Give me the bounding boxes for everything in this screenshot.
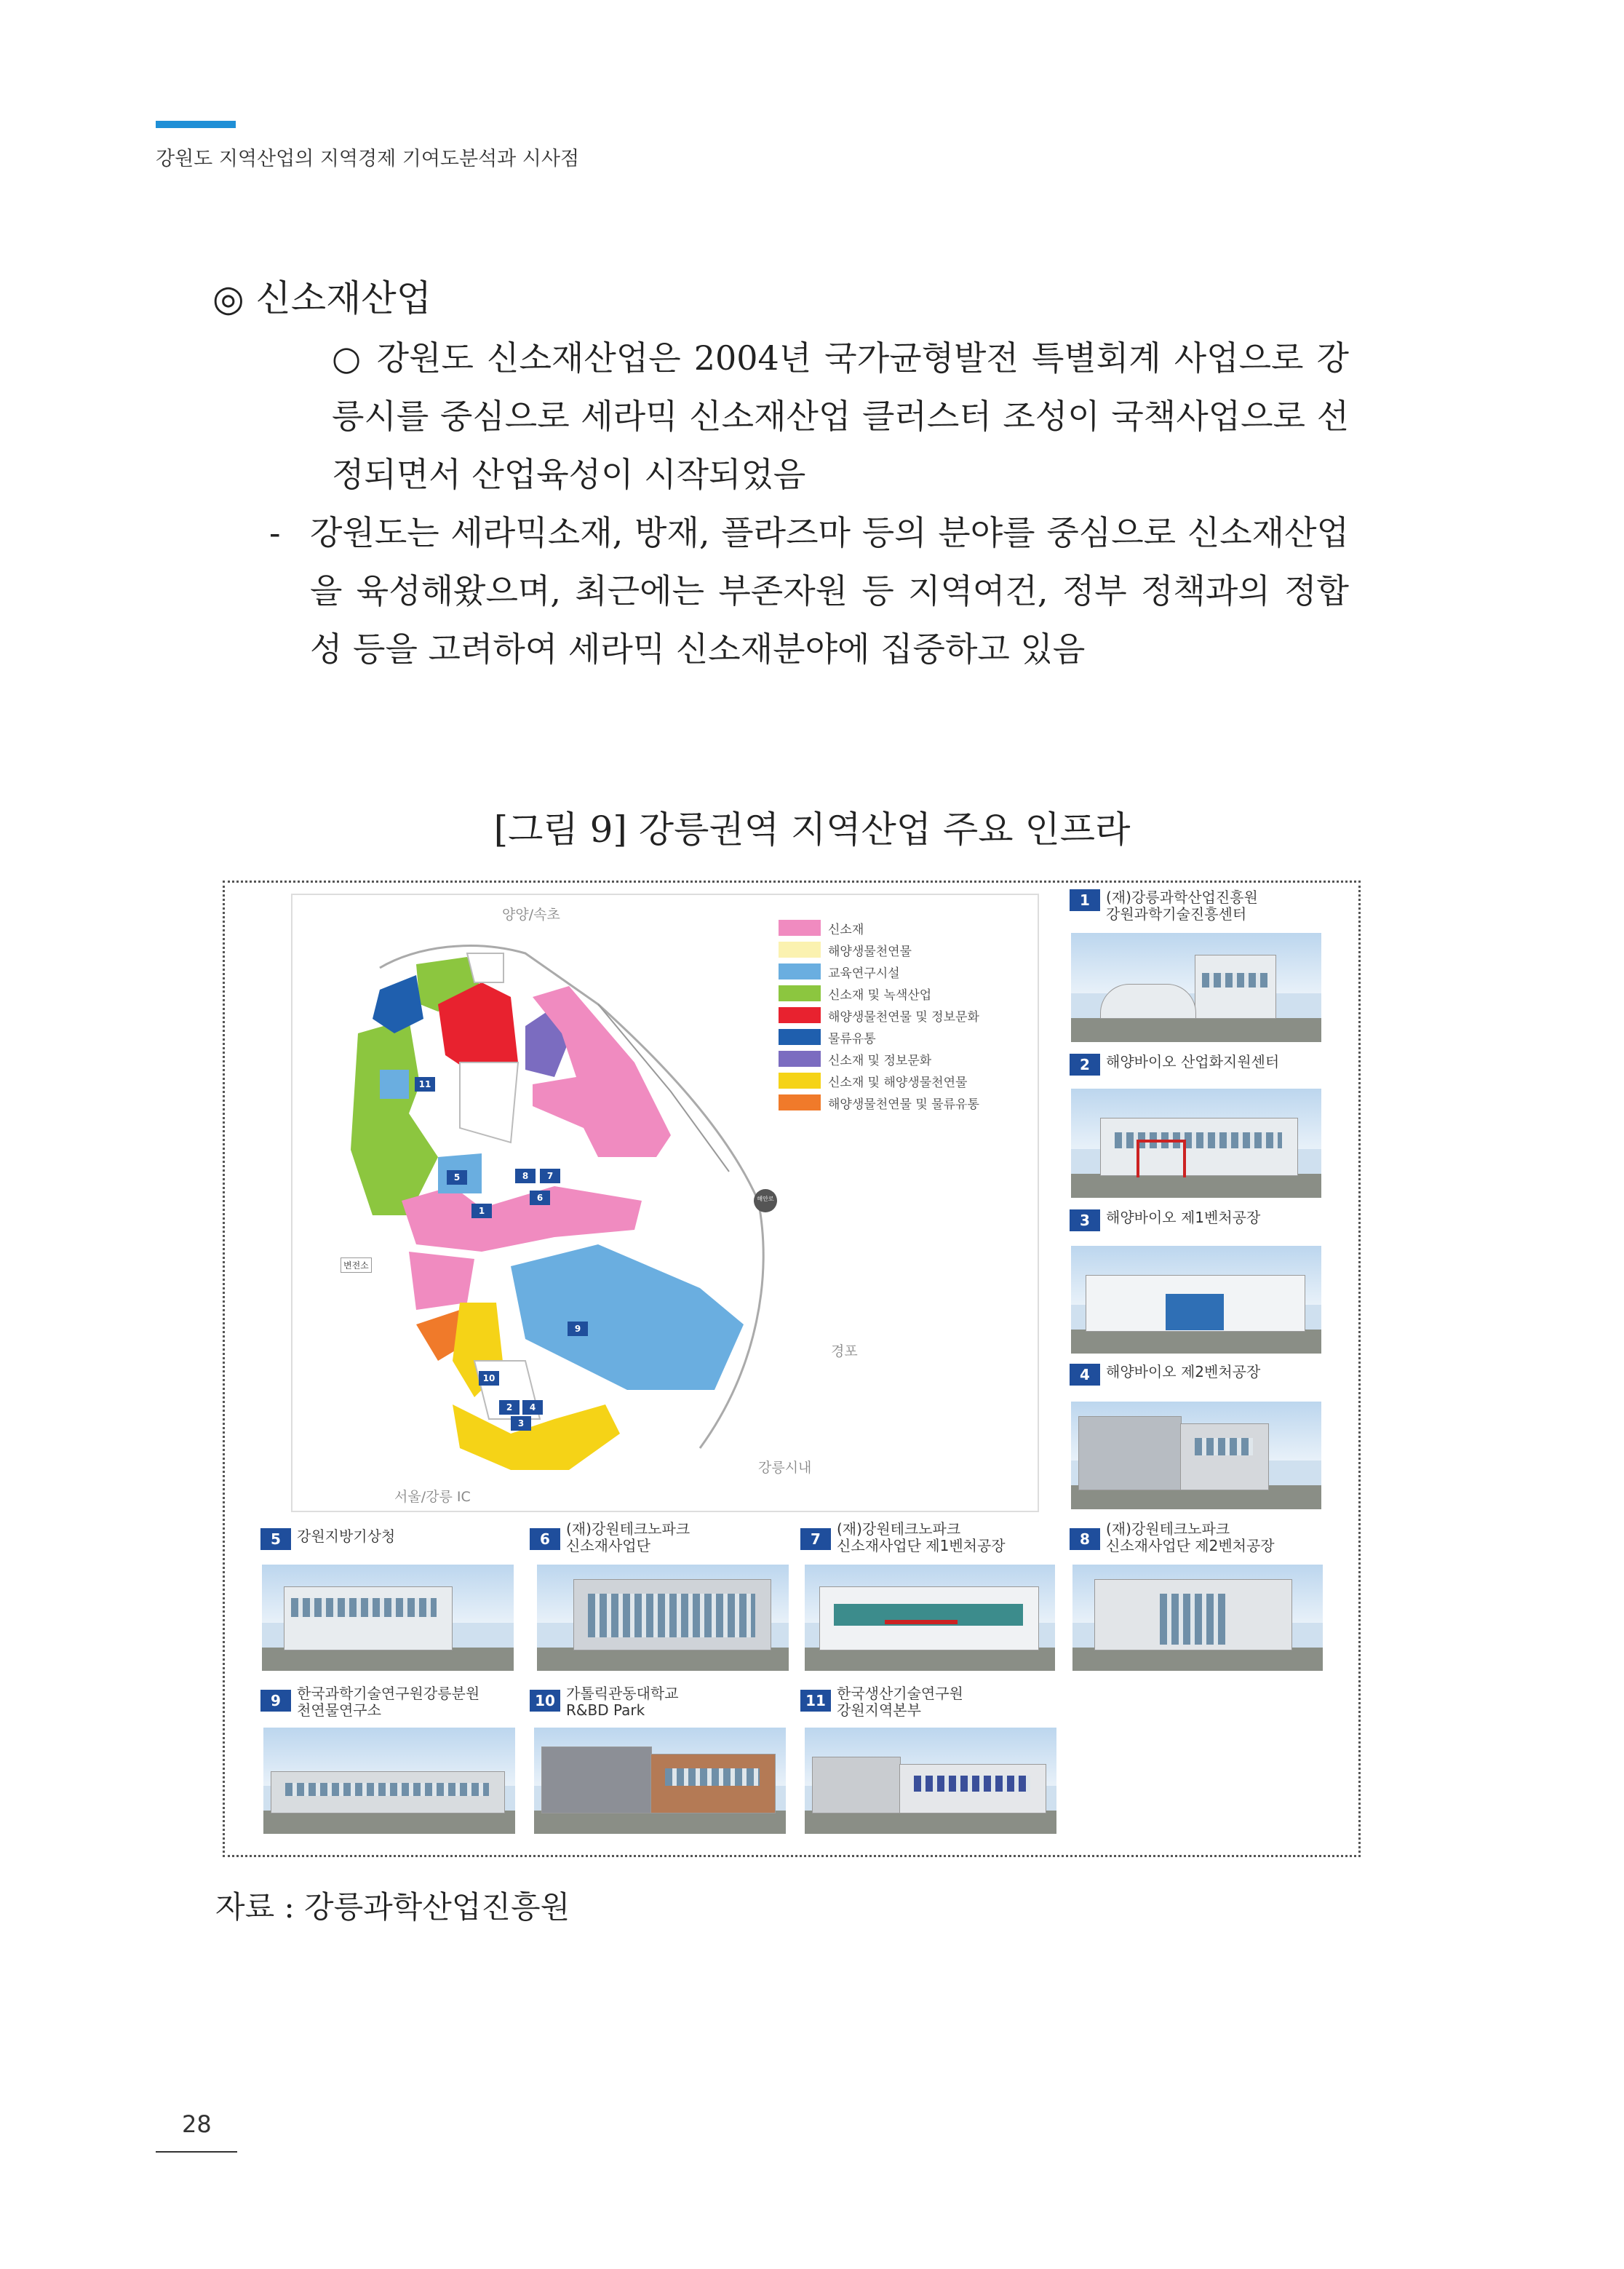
legend-swatch <box>779 1073 821 1089</box>
facility-badge: 5 <box>260 1528 291 1550</box>
section-title: ◎ 신소재산업 <box>212 277 432 319</box>
site-map <box>291 894 1039 1512</box>
map-pin-2: 2 <box>499 1400 520 1415</box>
facility-name: 해양바이오 제2벤처공장 <box>1106 1363 1261 1380</box>
legend-swatch <box>779 985 821 1001</box>
legend-swatch <box>779 920 821 936</box>
legend-item <box>779 1092 979 1113</box>
figure-source: 자료 : 강릉과학산업진흥원 <box>215 1889 570 1925</box>
facility-photo-9 <box>263 1728 515 1834</box>
facility-badge: 2 <box>1070 1054 1100 1076</box>
map-pin-9: 9 <box>568 1322 588 1336</box>
facility-card-6 <box>530 1521 777 1554</box>
facility-photo-4 <box>1071 1402 1321 1509</box>
map-label-road: 해안로 <box>757 1196 774 1202</box>
legend-item <box>779 939 979 961</box>
facility-card-8 <box>1070 1521 1332 1554</box>
facility-card-11 <box>800 1685 1062 1719</box>
facility-card-4 <box>1070 1364 1332 1386</box>
figure-caption: [그림 9] 강릉권역 지역산업 주요 인프라 <box>493 808 1131 851</box>
header-accent-bar <box>156 121 236 128</box>
legend-label: 교육연구시설 <box>828 966 900 981</box>
facility-card-1 <box>1070 889 1332 923</box>
facility-badge: 3 <box>1070 1209 1100 1231</box>
facility-card-3 <box>1070 1209 1332 1231</box>
map-legend <box>779 917 979 1113</box>
running-title: 강원도 지역산업의 지역경제 기여도분석과 시사점 <box>156 148 580 170</box>
paragraph-1: ○ 강원도 신소재산업은 2004년 국가균형발전 특별회계 사업으로 강릉시를 중심으로 세라믹 신소재산업 클러스터 조성이 국책사업으로 선정되면서 산업육성이 시작되었음 <box>332 338 1349 494</box>
legend-item <box>779 1070 979 1092</box>
facility-card-10 <box>530 1685 792 1719</box>
legend-item <box>779 982 979 1004</box>
paragraph-2: 강원도는 세라믹소재, 방재, 플라즈마 등의 분야를 중심으로 신소재산업을 육성해왔으며, 최근에는 부존자원 등 지역여건, 정부 정책과의 정합성 등을 고려하여 세라믹 신소재분야에 집중하고 있음 <box>310 513 1349 669</box>
map-label-southeast: 강릉시내 <box>758 1460 812 1476</box>
legend-item <box>779 1004 979 1026</box>
facility-name: (재)강원테크노파크 신소재사업단 <box>566 1520 690 1554</box>
legend-label: 해양생물천연물 및 정보문화 <box>828 1009 979 1025</box>
legend-item <box>779 961 979 982</box>
paragraph-2-dash: - <box>269 513 281 552</box>
facility-badge: 1 <box>1070 889 1100 911</box>
facility-photo-11 <box>805 1728 1056 1834</box>
map-pin-6: 6 <box>530 1191 550 1205</box>
legend-label: 물류유통 <box>828 1031 876 1046</box>
facility-name: (재)강원테크노파크 신소재사업단 제2벤처공장 <box>1106 1520 1275 1554</box>
facility-name: 해양바이오 산업화지원센터 <box>1106 1053 1280 1070</box>
facility-photo-7 <box>805 1565 1055 1671</box>
map-label-substation: 변전소 <box>341 1257 372 1273</box>
facility-photo-3 <box>1071 1246 1321 1354</box>
legend-label: 신소재 및 해양생물천연물 <box>828 1075 968 1090</box>
map-pin-11: 11 <box>415 1077 435 1092</box>
facility-name: (재)강원테크노파크 신소재사업단 제1벤처공장 <box>837 1520 1006 1554</box>
facility-name: 가톨릭관동대학교 R&BD Park <box>566 1685 679 1719</box>
facility-badge: 11 <box>800 1690 831 1712</box>
zone-blue-11 <box>380 1070 409 1099</box>
map-pin-3: 3 <box>511 1416 531 1431</box>
facility-badge: 7 <box>800 1528 831 1550</box>
facility-name: 해양바이오 제1벤처공장 <box>1106 1209 1261 1226</box>
facility-badge: 9 <box>260 1690 291 1712</box>
legend-label: 신소재 <box>828 922 864 937</box>
facility-photo-10 <box>534 1728 786 1834</box>
map-label-southwest: 서울/강릉 IC <box>394 1489 471 1505</box>
page-number: 28 <box>182 2110 212 2138</box>
legend-label: 신소재 및 녹색산업 <box>828 988 932 1003</box>
facility-badge: 6 <box>530 1528 560 1550</box>
legend-label: 해양생물천연물 <box>828 944 912 959</box>
facility-card-5 <box>260 1528 508 1550</box>
legend-item <box>779 1026 979 1048</box>
zone-pink-west <box>409 1252 474 1310</box>
map-pin-7: 7 <box>540 1169 560 1183</box>
map-pin-8: 8 <box>515 1169 536 1183</box>
facility-badge: 4 <box>1070 1364 1100 1386</box>
map-label-east: 경포 <box>831 1343 858 1359</box>
facility-photo-8 <box>1072 1565 1323 1671</box>
map-label-north: 양양/속초 <box>502 907 560 923</box>
zone-green <box>351 1019 438 1215</box>
facility-photo-6 <box>537 1565 789 1671</box>
facility-name: (재)강릉과학산업진흥원 강원과학기술진흥센터 <box>1106 889 1258 923</box>
facility-card-2 <box>1070 1054 1332 1076</box>
facility-badge: 8 <box>1070 1528 1100 1550</box>
legend-swatch <box>779 1029 821 1045</box>
legend-swatch <box>779 1051 821 1067</box>
legend-item <box>779 917 979 939</box>
facility-name: 한국생산기술연구원 강원지역본부 <box>837 1685 963 1719</box>
facility-photo-1 <box>1071 933 1321 1042</box>
facility-card-7 <box>800 1521 1062 1554</box>
facility-photo-2 <box>1071 1089 1321 1198</box>
legend-swatch <box>779 942 821 958</box>
map-pin-10: 10 <box>479 1371 499 1386</box>
legend-swatch <box>779 1007 821 1023</box>
page-number-rule <box>156 2151 237 2153</box>
legend-item <box>779 1048 979 1070</box>
map-pin-4: 4 <box>522 1400 543 1415</box>
facility-card-9 <box>260 1685 522 1719</box>
zone-white-lots <box>460 1062 518 1143</box>
facility-photo-5 <box>262 1565 514 1671</box>
map-pin-1: 1 <box>471 1204 492 1218</box>
legend-swatch <box>779 963 821 979</box>
zone-white-top <box>467 953 503 982</box>
legend-label: 신소재 및 정보문화 <box>828 1053 932 1068</box>
facility-name: 강원지방기상청 <box>297 1527 396 1545</box>
map-pin-5: 5 <box>447 1170 467 1185</box>
zone-blue-edu <box>511 1244 744 1390</box>
legend-label: 해양생물천연물 및 물류유통 <box>828 1097 979 1112</box>
facility-name: 한국과학기술연구원강릉분원 천연물연구소 <box>297 1685 480 1719</box>
facility-badge: 10 <box>530 1690 560 1712</box>
zone-pink-center <box>402 1186 642 1252</box>
legend-swatch <box>779 1094 821 1110</box>
zone-blue-dark <box>373 975 423 1033</box>
